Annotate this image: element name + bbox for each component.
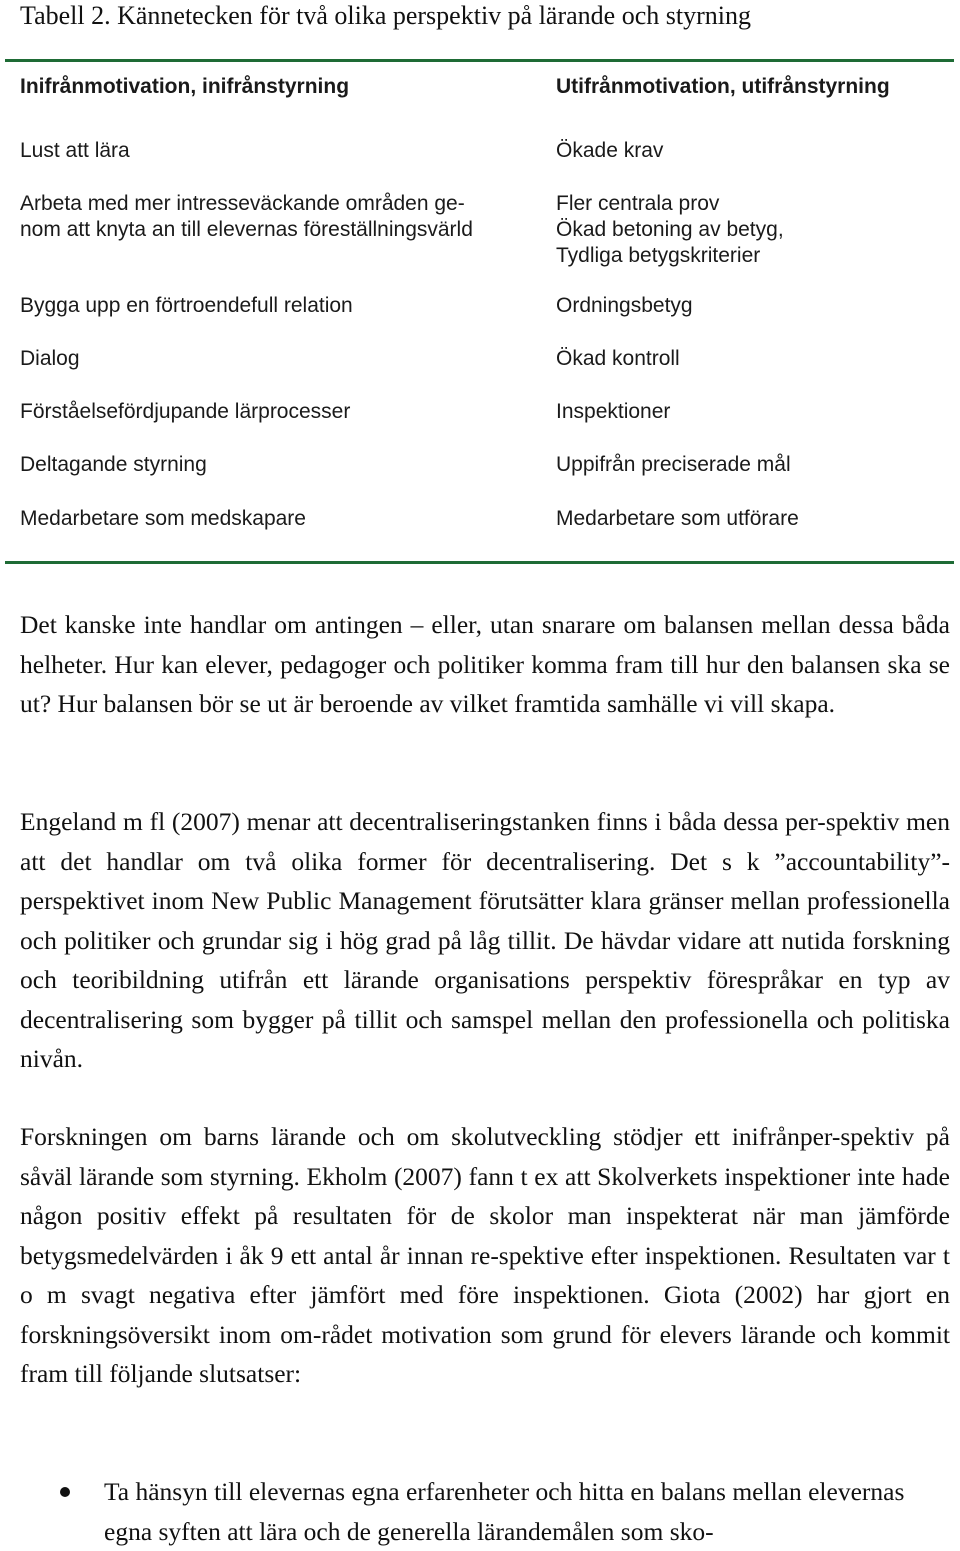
table-top-rule	[5, 59, 954, 62]
left-item-styrning: Deltagande styrning	[20, 453, 207, 476]
right-item-mal: Uppifrån preciserade mål	[556, 453, 791, 476]
bullet-icon	[60, 1487, 70, 1497]
left-item-medskapare: Medarbetare som medskapare	[20, 507, 306, 530]
table-bottom-rule	[5, 561, 954, 564]
left-column-heading: Inifrånmotivation, inifrånstyrning	[20, 75, 350, 98]
left-item-relation: Bygga upp en förtroendefull relation	[20, 294, 353, 317]
right-item-utforare: Medarbetare som utförare	[556, 507, 799, 530]
left-item-larprocesser: Förståelsefördjupande lärprocesser	[20, 400, 351, 423]
right-item-ordningsbetyg: Ordningsbetyg	[556, 294, 693, 317]
right-item-kontroll: Ökad kontroll	[556, 347, 680, 370]
paragraph-engeland: Engeland m fl (2007) menar att decentraliseringstanken finns i båda dessa per-spektiv men att det handlar om två olika former för decentralisering. Det s k ”accountability”-perspektivet inom New Public Management förutsätter klara gränser mellan professionella och politiker och grundar sig i hög grad på låg tillit. De hävdar vidare att nutida forskning och teoribildning utifrån ett lärande organisations perspektiv förespråkar en typ av decentralisering som bygger på tillit och samspel mellan den professionella och politiska nivån.	[20, 807, 950, 1073]
right-column-heading: Utifrånmotivation, utifrånstyrning	[556, 75, 890, 98]
right-item-prov: Fler centrala prov Ökad betoning av betyg, Tydliga betygskriterier	[556, 192, 784, 267]
right-item-krav: Ökade krav	[556, 139, 664, 162]
paragraph-forskningen: Forskningen om barns lärande och om skolutveckling stödjer ett inifrånper-spektiv på såväl lärande som styrning. Ekholm (2007) fann t ex att Skolverkets inspektioner inte hade någon positiv effekt på resultaten för de skolor man inspekterat när man jämförde betygsmedelvärden i åk 9 ett antal år innan re-spektive efter inspektionen. Resultaten var t o m svagt negativa efter jämfört med före inspektionen. Giota (2002) har gjort en forskningsöversikt inom om-rådet motivation som grund för elevers lärande och kommit fram till följande slutsatser:	[20, 1122, 950, 1388]
table-caption: Tabell 2. Kännetecken för två olika perspektiv på lärande och styrning	[20, 1, 751, 30]
left-item-dialog: Dialog	[20, 347, 80, 370]
paragraph-balans: Det kanske inte handlar om antingen – eller, utan snarare om balansen mellan dessa båda helheter. Hur kan elever, pedagoger och politiker komma fram till hur den balansen ska se ut? Hur balansen bör se ut är beroende av vilket framtida samhälle vi vill skapa.	[20, 610, 950, 718]
right-item-inspektioner: Inspektioner	[556, 400, 671, 423]
list-item-text: Ta hänsyn till elevernas egna erfarenheter och hitta en balans mellan elevernas egna syften att lära och de generella lärandemålen som sko-	[104, 1477, 905, 1546]
left-item-lust: Lust att lära	[20, 139, 130, 162]
left-item-intresse: Arbeta med mer intresseväckande områden ge- nom att knyta an till elevernas föreställningsvärld	[20, 192, 473, 241]
conclusion-list	[60, 1472, 940, 1551]
list-item	[60, 1472, 940, 1551]
